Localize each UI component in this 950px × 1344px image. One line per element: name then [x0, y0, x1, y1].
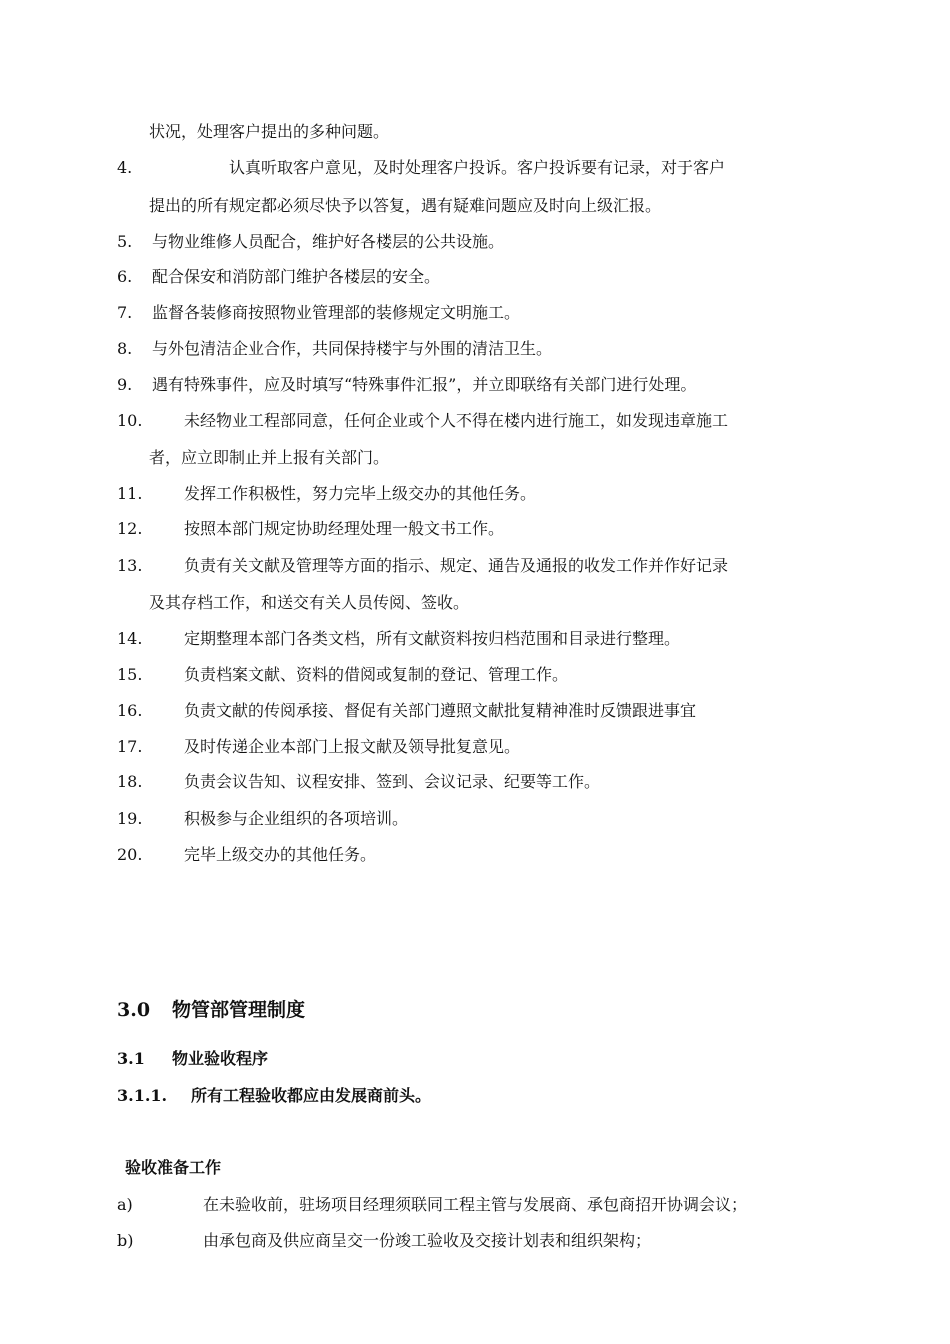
- prep-item-label: b): [117, 1231, 134, 1250]
- item-number: 9.: [117, 375, 133, 394]
- item-number: 17.: [117, 737, 143, 756]
- item-text: 与外包清洁企业合作，共同保持楼宇与外围的清洁卫生。: [152, 339, 553, 358]
- item-number: 10.: [117, 411, 143, 430]
- item-text: 认真听取客户意见，及时处理客户投诉。客户投诉要有记录，对于客户: [229, 158, 726, 177]
- item-text: 负责有关文献及管理等方面的指示、规定、通告及通报的收发工作并作好记录: [184, 556, 729, 575]
- item-text: 状况，处理客户提出的多种问题。: [149, 122, 390, 141]
- item-text: 未经物业工程部同意，任何企业或个人不得在楼内进行施工，如发现违章施工: [184, 411, 729, 430]
- item-text: 负责档案文献、资料的借阅或复制的登记、管理工作。: [184, 665, 569, 684]
- item-text: 负责会议告知、议程安排、签到、会议记录、纪要等工作。: [184, 772, 601, 791]
- item-number: 14.: [117, 629, 143, 648]
- item-number: 15.: [117, 665, 143, 684]
- prep-item-text: 由承包商及供应商呈交一份竣工验收及交接计划表和组织架构；: [203, 1231, 652, 1250]
- item-text: 定期整理本部门各类文档，所有文献资料按归档范围和目录进行整理。: [184, 629, 681, 648]
- item-text: 负责文献的传阅承接、督促有关部门遵照文献批复精神准时反馈跟进事宜: [184, 701, 697, 720]
- item-text: 提出的所有规定都必须尽快予以答复，遇有疑难问题应及时向上级汇报。: [149, 196, 662, 215]
- item-number: 20.: [117, 845, 143, 864]
- item-number: 4.: [117, 158, 133, 177]
- item-text: 完毕上级交办的其他任务。: [184, 845, 377, 864]
- item-number: 8.: [117, 339, 133, 358]
- item-text: 配合保安和消防部门维护各楼层的安全。: [152, 267, 441, 286]
- item-number: 7.: [117, 303, 133, 322]
- item-text: 遇有特殊事件，应及时填写“特殊事件汇报”，并立即联络有关部门进行处理。: [152, 375, 697, 394]
- document-page: 状况，处理客户提出的多种问题。 4. 认真听取客户意见，及时处理客户投诉。客户投诉要有记录，对于客户 提出的所有规定都必须尽快予以答复，遇有疑难问题应及时向上级汇报。 5. 与物业维修人员配合，维护好各楼层的公共设施。 6. 配合保安和消防部门维护各楼层的安全。 7. 监督各装修商按照物业管理部的装修规定文明施工。 8. 与外包清洁企业合作，共同保持楼宇与外围的清洁卫生。 9. 遇有特殊事件，应及时填写“特殊事件汇报”，并立即联络有关部门进行处理。 10. 未经物业工程部同意，任何企业或个人不得在楼内进行施工，如发现违章施工 者，应立即制止并上报有关部门。 11. 发挥工作积极性，努力完毕上级交办的其他任务。 12. 按照本部门规定协助经理处理一般文书工作。 13. 负责有关文献及管理等方面的指示、规定、通告及通报的收发工作并作好记录 及其存档工作，和送交有关人员传阅、签收。 14. 定期整理本部门各类文档，所有文献资料按归档范围和目录进行整理。 15. 负责档案文献、资料的借阅或复制的登记、管理工作。 16. 负责文献的传阅承接、督促有关部门遵照文献批复精神准时反馈跟进事宜 17. 及时传递企业本部门上报文献及领导批复意见。 18. 负责会议告知、议程安排、签到、会议记录、纪要等工作。 19. 积极参与企业组织的各项培训。 20. 完毕上级交办的其他任务。 3.0 物管部管理制度 3.1 物业验收程序 3.1.1. 所有工程验收都应由发展商前头。 验收准备工作 a) 在未验收前，驻场项目经理须联同工程主管与发展商、承包商招开协调会议； b) 由承包商及供应商呈交一份竣工验收及交接计划表和组织架构；: [117, 122, 748, 1250]
- prep-item-text: 在未验收前，驻场项目经理须联同工程主管与发展商、承包商招开协调会议；: [203, 1195, 748, 1214]
- item-number: 5.: [117, 232, 133, 251]
- item-number: 19.: [117, 809, 143, 828]
- item-number: 18.: [117, 772, 143, 791]
- item-text: 按照本部门规定协助经理处理一般文书工作。: [184, 519, 505, 538]
- item-number: 16.: [117, 701, 143, 720]
- section-title: 物管部管理制度: [172, 999, 306, 1021]
- item-text: 者，应立即制止并上报有关部门。: [149, 448, 390, 467]
- item-number: 12.: [117, 519, 143, 538]
- subsection-title: 物业验收程序: [172, 1049, 269, 1068]
- item-number: 11.: [117, 484, 143, 503]
- subsubsection-title: 所有工程验收都应由发展商前头。: [191, 1086, 432, 1105]
- item-text: 监督各装修商按照物业管理部的装修规定文明施工。: [152, 303, 521, 322]
- item-text: 及时传递企业本部门上报文献及领导批复意见。: [184, 737, 521, 756]
- item-text: 与物业维修人员配合，维护好各楼层的公共设施。: [152, 232, 505, 251]
- item-number: 6.: [117, 267, 133, 286]
- item-number: 13.: [117, 556, 143, 575]
- item-text: 及其存档工作，和送交有关人员传阅、签收。: [149, 593, 470, 612]
- subsubsection-number: 3.1.1.: [117, 1086, 168, 1105]
- section-number: 3.0: [117, 999, 151, 1021]
- prep-item-label: a): [117, 1195, 133, 1214]
- item-text: 积极参与企业组织的各项培训。: [184, 809, 409, 828]
- item-text: 发挥工作积极性，努力完毕上级交办的其他任务。: [184, 484, 537, 503]
- subsection-number: 3.1: [117, 1049, 145, 1068]
